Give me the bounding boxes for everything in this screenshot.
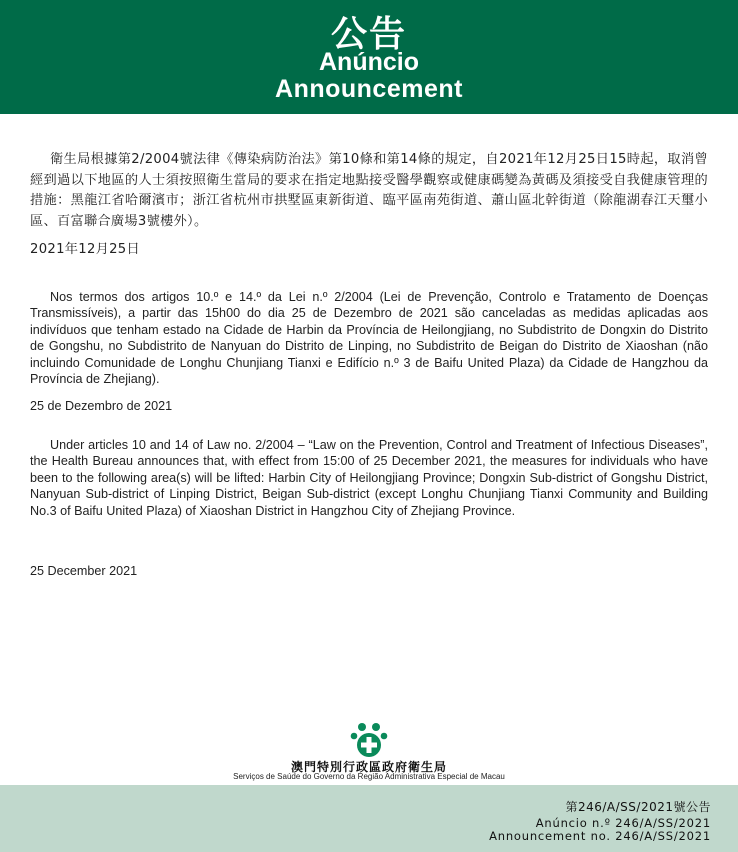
organization-name-chinese: 澳門特別行政區政府衛生局 <box>290 760 447 774</box>
reference-number-chinese: 第246/A/SS/2021號公告 <box>565 800 711 814</box>
title-english: Announcement <box>275 75 463 103</box>
chinese-date: 2021年12月25日 <box>30 242 140 257</box>
chinese-paragraph: 衛生局根據第2/2004號法律《傳染病防治法》第10條和第14條的規定，自2021年12月25日15時起，取消曾經到過以下地區的人士須按照衛生當局的要求在指定地點接受醫學觀察或健康碼變為黃碼及須接受自我健康管理的措施：黑龍江省哈爾濱市；浙江省杭州市拱墅區東新街道、臨平區南苑街道、蕭山區北幹街道（除龍湖春江天璽小區、百富聯合廣場3號樓外）。 <box>30 152 708 229</box>
title-portuguese: Anúncio <box>319 48 419 76</box>
portuguese-paragraph: Nos termos dos artigos 10.º e 14.º da Lei n.º 2/2004 (Lei de Prevenção, Controlo e Tratamento de Doenças Transmissíveis), a partir das 15h00 do dia 25 de Dezembro de 2021 são canceladas as medidas aplicadas aos indivíduos que tenham estado na Cidade de Harbin da Província de Heilongjiang, no Subdistrito de Dongxin do Distrito de Gongshu, no Subdistrito de Nanyuan do Distrito de Linping, no Subdistrito de Beigan do Distrito de Xiaoshan (não incluindo Comunidade de Longhu Chunjiang Tianxi e Edifício n.º 3 de Baifu United Plaza) da Cidade de Hangzhou da Província de Zhejiang). <box>30 290 708 387</box>
english-paragraph: Under articles 10 and 14 of Law no. 2/2004 – “Law on the Prevention, Control and Treatment of Infectious Diseases”, the Health Bureau announces that, with effect from 15:00 of 25 December 2021, the measures for individuals who have been to the following area(s) will be lifted: Harbin City of Heilongjiang Province; Dongxin Sub-district of Gongshu District, Nanyuan Sub-district of Linping District, Beigan Sub-district (except Longhu Chunjiang Tianxi Community and Building No.3 of Baifu United Plaza) of Xiaoshan District in Hangzhou City of Zhejiang Province. <box>30 438 708 518</box>
health-bureau-logo-icon <box>349 722 389 758</box>
portuguese-date: 25 de Dezembro de 2021 <box>30 399 173 413</box>
announcement-header <box>0 0 738 114</box>
reference-number-english: Announcement no. 246/A/SS/2021 <box>489 829 711 843</box>
organization-name-portuguese: Serviços de Saúde do Governo da Região Administrativa Especial de Macau <box>233 772 505 781</box>
english-date: 25 December 2021 <box>30 564 138 578</box>
title-chinese: 公告 <box>330 14 407 55</box>
reference-number-portuguese: Anúncio n.º 246/A/SS/2021 <box>535 816 711 830</box>
health-bureau-logo <box>0 722 738 758</box>
announcement-footer <box>0 785 738 852</box>
